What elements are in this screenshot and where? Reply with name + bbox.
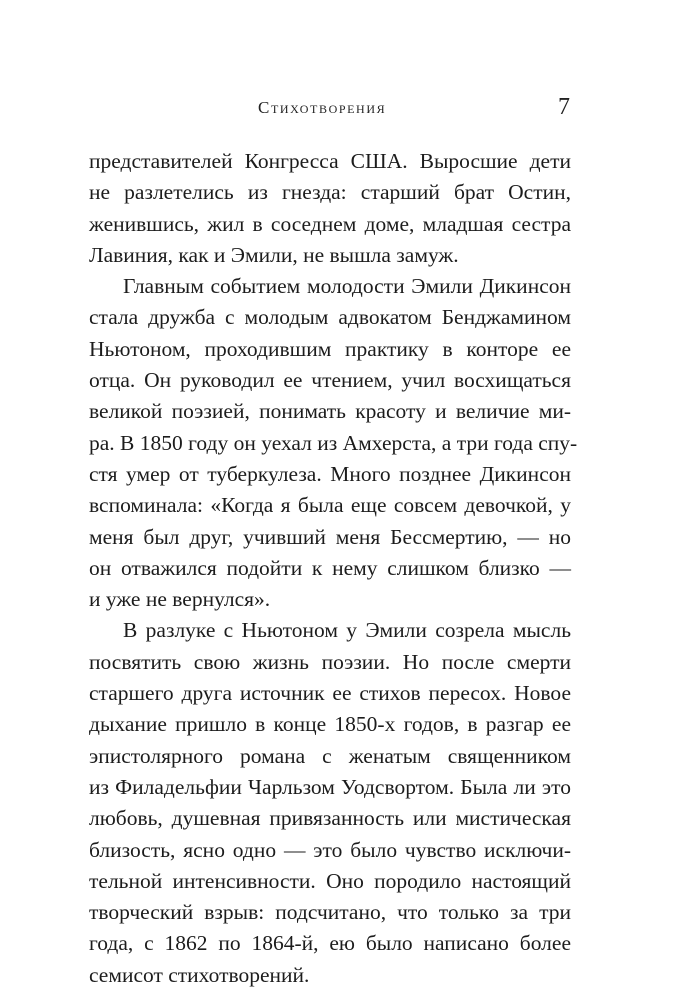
- text-line: стя умер от туберкулеза. Много позднее Дикинсон: [89, 461, 571, 486]
- text-line: отца. Он руководил ее чтением, учил восхищаться: [89, 368, 571, 393]
- text-line: года, с 1862 по 1864-й, ею было написано более: [89, 931, 571, 956]
- text-line: великой поэзией, понимать красоту и величие ми-: [89, 399, 571, 424]
- text-line: из Филадельфии Чарльзом Уодсвортом. Была ли это: [89, 774, 571, 799]
- text-line: В разлуке с Ньютоном у Эмили созрела мысль: [123, 618, 571, 643]
- text-line: и уже не вернулся».: [89, 587, 271, 612]
- text-line: творческий взрыв: подсчитано, что только за три: [89, 900, 571, 925]
- body-text: [89, 146, 578, 991]
- text-line: старшего друга источник ее стихов пересох. Новое: [89, 681, 571, 706]
- running-title: Стихотворения: [258, 98, 387, 117]
- text-line: женившись, жил в соседнем доме, младшая сестра: [89, 211, 571, 236]
- text-line: тельной интенсивности. Оно породило настоящий: [89, 868, 571, 893]
- text-line: не разлетелись из гнезда: старший брат Остин,: [89, 180, 571, 205]
- text-line: близость, ясно одно — это было чувство исключи-: [89, 837, 571, 862]
- text-line: меня был друг, учивший меня Бессмертию, — но: [89, 524, 571, 549]
- text-line: дыхание пришло в конце 1850-х годов, в разгар ее: [89, 712, 571, 737]
- text-line: семисот стихотворений.: [89, 962, 310, 987]
- text-line: стала дружба с молодым адвокатом Бенджамином: [89, 305, 571, 330]
- text-line: представителей Конгресса США. Выросшие дети: [89, 149, 571, 173]
- text-line: любовь, душевная привязанность или мистическая: [89, 806, 571, 831]
- text-line: посвятить свою жизнь поэзии. Но после смерти: [89, 649, 571, 674]
- text-line: ра. В 1850 году он уехал из Амхерста, а три года спу-: [89, 430, 578, 455]
- text-line: Лавиния, как и Эмили, не вышла замуж.: [89, 242, 459, 267]
- text-line: вспоминала: «Когда я была еще совсем девочкой, у: [89, 493, 571, 518]
- text-line: Ньютоном, проходившим практику в конторе ее: [89, 336, 571, 361]
- text-line: он отважился подойти к нему слишком близко —: [89, 555, 571, 580]
- text-line: Главным событием молодости Эмили Дикинсон: [123, 274, 571, 299]
- text-line: эпистолярного романа с женатым священником: [89, 743, 571, 768]
- page-number: 7: [558, 94, 570, 120]
